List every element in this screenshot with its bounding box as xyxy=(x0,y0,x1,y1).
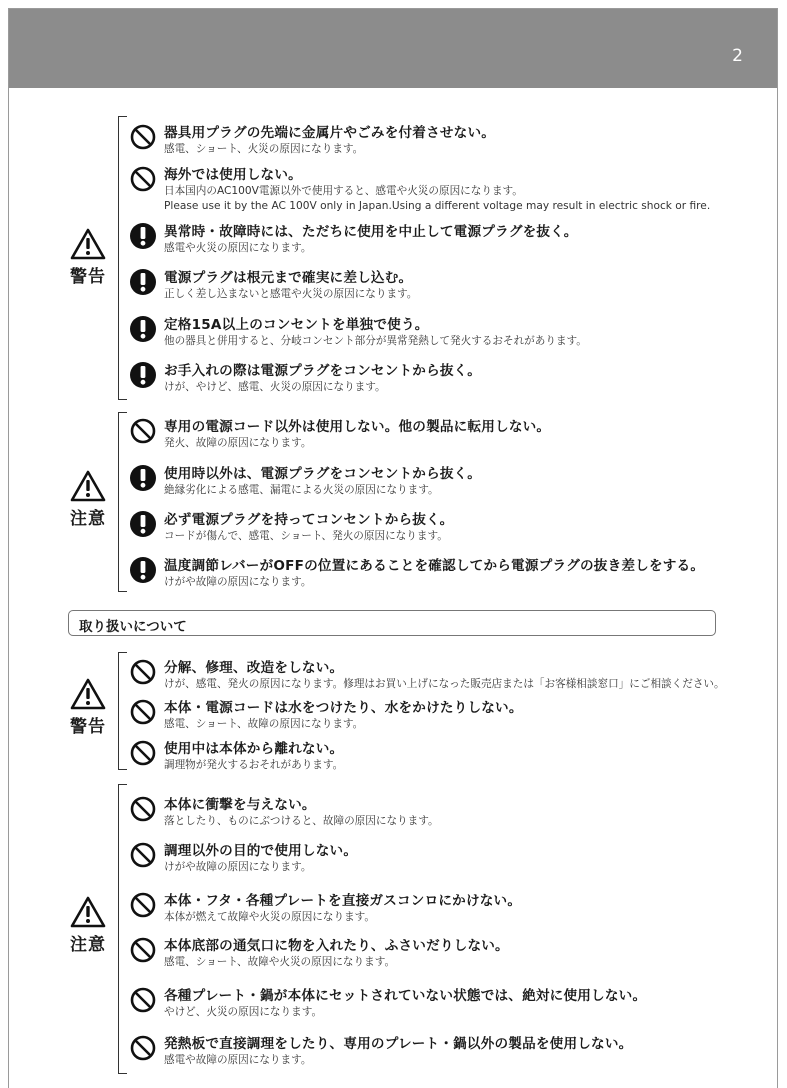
description-line: 他の器具と併用すると、分岐コンセント部分が異常発熱して発火するおそれがあります。 xyxy=(164,335,587,347)
mandatory-icon xyxy=(128,314,158,344)
description-line: 落としたり、ものにぶつけると、故障の原因になります。 xyxy=(164,815,439,827)
item-description xyxy=(164,380,386,395)
label-text: 警告 xyxy=(70,717,106,737)
item-title: 温度調節レバーがOFFの位置にあることを確認してから電源プラグの抜き差しをする。 xyxy=(164,558,705,574)
item-description xyxy=(164,575,311,590)
item-title: 海外では使用しない。 xyxy=(164,167,302,183)
item-title: 本体・電源コードは水をつけたり、水をかけたりしない。 xyxy=(164,700,523,716)
mandatory-icon xyxy=(128,509,158,539)
item-description xyxy=(164,142,363,157)
warning-triangle-icon xyxy=(70,896,106,928)
prohibited-icon xyxy=(128,164,158,194)
warning-triangle-icon xyxy=(70,470,106,502)
description-line: 本体が燃えて故障や火災の原因になります。 xyxy=(164,911,376,923)
description-line: コードが傷んで、感電、ショート、発火の原因になります。 xyxy=(164,530,448,542)
item-title: 器具用プラグの先端に金属片やごみを付着させない。 xyxy=(164,125,496,141)
description-line: 正しく差し込まないと感電や火災の原因になります。 xyxy=(164,288,418,300)
item-title: 各種プレート・鍋が本体にセットされていない状態では、絶対に使用しない。 xyxy=(164,988,647,1004)
mandatory-icon xyxy=(128,555,158,585)
description-line: 日本国内のAC100V電源以外で使用すると、感電や火災の原因になります。 xyxy=(164,185,523,197)
section-title: 取り扱いについて xyxy=(79,619,187,635)
item-description xyxy=(164,241,311,256)
item-title: 本体・フタ・各種プレートを直接ガスコンロにかけない。 xyxy=(164,893,522,909)
item-description xyxy=(164,717,363,732)
item-title: 専用の電源コード以外は使用しない。他の製品に転用しない。 xyxy=(164,419,551,435)
section-header xyxy=(68,610,716,636)
item-description xyxy=(164,1005,322,1020)
description-line: Please use it by the AC 100V only in Japan.Using a different voltage may result in electric shock or fire. xyxy=(164,200,711,212)
item-title: 本体底部の通気口に物を入れたり、ふさいだりしない。 xyxy=(164,938,509,954)
item-title: 発熱板で直接調理をしたり、専用のプレート・鍋以外の製品を使用しない。 xyxy=(164,1036,633,1052)
item-description xyxy=(164,1053,311,1068)
prohibited-icon xyxy=(128,840,158,870)
group-bracket xyxy=(118,784,127,1074)
item-description xyxy=(164,287,417,302)
caution-label xyxy=(62,470,114,529)
mandatory-icon xyxy=(128,221,158,251)
description-line: 絶縁劣化による感電、漏電による火災の原因になります。 xyxy=(164,484,439,496)
warning-triangle-icon xyxy=(70,228,106,260)
prohibited-icon xyxy=(128,697,158,727)
mandatory-icon xyxy=(128,267,158,297)
description-line: 調理物が発火するおそれがあります。 xyxy=(164,759,344,771)
warning-label xyxy=(62,678,114,737)
item-title: 電源プラグは根元まで確実に差し込む。 xyxy=(164,270,413,286)
item-description xyxy=(164,860,311,875)
item-description xyxy=(164,334,587,349)
group-bracket xyxy=(118,412,127,592)
prohibited-icon xyxy=(128,794,158,824)
group-bracket xyxy=(118,652,127,770)
item-title: 分解、修理、改造をしない。 xyxy=(164,660,344,676)
item-description xyxy=(164,758,343,773)
label-text: 警告 xyxy=(70,267,106,287)
warning-triangle-icon xyxy=(70,678,106,710)
caution-label xyxy=(62,896,114,955)
prohibited-icon xyxy=(128,738,158,768)
prohibited-icon xyxy=(128,935,158,965)
description-line: 感電、ショート、火災の原因になります。 xyxy=(164,143,364,155)
item-description xyxy=(164,184,710,214)
item-title: 使用中は本体から離れない。 xyxy=(164,741,344,757)
item-description xyxy=(164,529,448,544)
page-number: 2 xyxy=(732,46,743,66)
label-text: 注意 xyxy=(70,935,106,955)
label-text: 注意 xyxy=(70,509,106,529)
item-description xyxy=(164,910,375,925)
item-title: 本体に衝撃を与えない。 xyxy=(164,797,316,813)
mandatory-icon xyxy=(128,360,158,390)
item-title: お手入れの際は電源プラグをコンセントから抜く。 xyxy=(164,363,481,379)
item-title: 必ず電源プラグを持ってコンセントから抜く。 xyxy=(164,512,454,528)
item-title: 異常時・故障時には、ただちに使用を中止して電源プラグを抜く。 xyxy=(164,224,578,240)
description-line: 発火、故障の原因になります。 xyxy=(164,437,312,449)
description-line: 感電や火災の原因になります。 xyxy=(164,242,312,254)
description-line: けがや故障の原因になります。 xyxy=(164,576,312,588)
description-line: 感電や故障の原因になります。 xyxy=(164,1054,312,1066)
description-line: けがや故障の原因になります。 xyxy=(164,861,312,873)
item-description xyxy=(164,955,395,970)
description-line: 感電、ショート、故障や火災の原因になります。 xyxy=(164,956,396,968)
prohibited-icon xyxy=(128,985,158,1015)
item-description xyxy=(164,436,311,451)
item-title: 使用時以外は、電源プラグをコンセントから抜く。 xyxy=(164,466,481,482)
item-description xyxy=(164,814,439,829)
item-description xyxy=(164,677,725,692)
description-line: けが、感電、発火の原因になります。修理はお買い上げになった販売店または「お客様相談窓口」にご相談ください。 xyxy=(164,678,725,690)
description-line: やけど、火災の原因になります。 xyxy=(164,1006,323,1018)
prohibited-icon xyxy=(128,416,158,446)
item-title: 定格15A以上のコンセントを単独で使う。 xyxy=(164,317,429,333)
mandatory-icon xyxy=(128,463,158,493)
group-bracket xyxy=(118,116,127,400)
item-title: 調理以外の目的で使用しない。 xyxy=(164,843,358,859)
description-line: けが、やけど、感電、火災の原因になります。 xyxy=(164,381,386,393)
prohibited-icon xyxy=(128,657,158,687)
item-description xyxy=(164,483,439,498)
warning-label xyxy=(62,228,114,287)
page-header-band xyxy=(9,9,777,88)
prohibited-icon xyxy=(128,1033,158,1063)
prohibited-icon xyxy=(128,890,158,920)
prohibited-icon xyxy=(128,122,158,152)
description-line: 感電、ショート、故障の原因になります。 xyxy=(164,718,364,730)
